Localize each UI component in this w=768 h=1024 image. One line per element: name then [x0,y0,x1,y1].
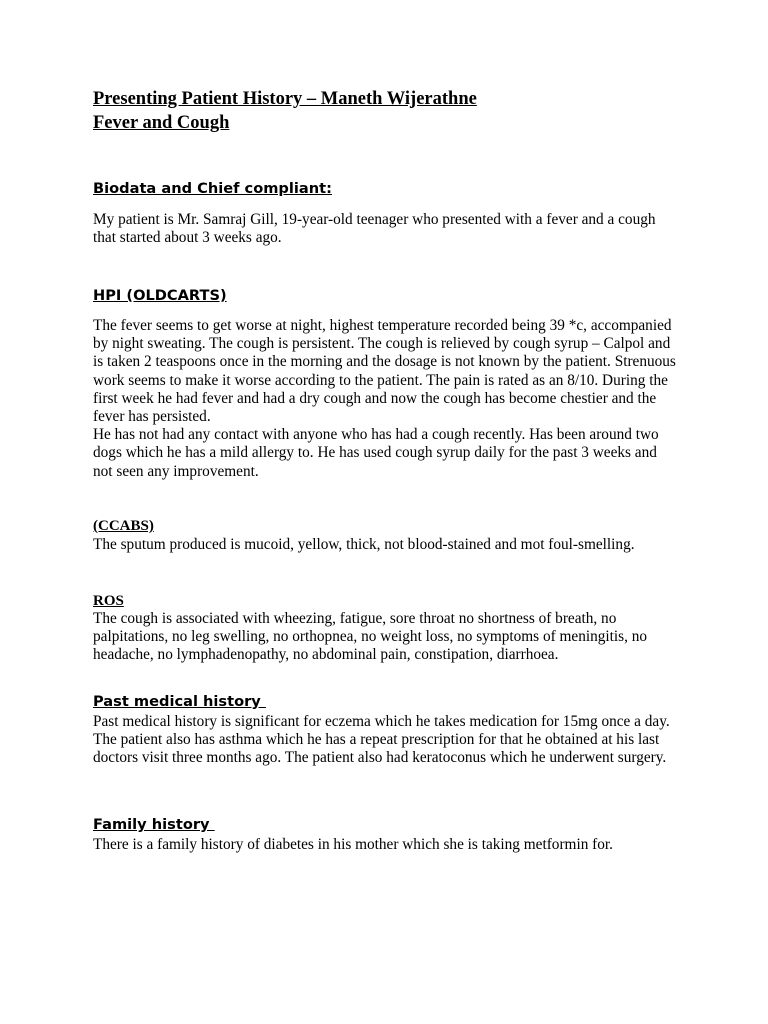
family-history-text: There is a family history of diabetes in his mother which she is taking metformin for. [93,836,613,853]
hpi-section [93,317,677,481]
ros-text: The cough is associated with wheezing, fatigue, sore throat no shortness of breath, no palpitations, no leg swelling, no orthopnea, no weight loss, no symptoms of meningitis, no headache, no lymphadenopathy, no abdominal pain, constipation, diarrhoea. [93,610,648,664]
ros-heading: ROS [93,593,124,609]
ccabs-heading: (CCABS) [93,518,154,534]
ros-paragraph [93,610,677,665]
hpi-heading: HPI (OLDCARTS) [93,287,227,304]
past-medical-history-text: Past medical history is significant for eczema which he takes medication for 15mg once a day. The patient also has asthma which he has a repeat prescription for that he obtained at his last doctors visit three months ago. The patient also had keratoconus which he underwent surgery. [93,713,670,767]
past-medical-history-heading: Past medical history [93,693,266,710]
biodata-text: My patient is Mr. Samraj Gill, 19-year-old teenager who presented with a fever and a cough that started about 3 weeks ago. [93,211,656,247]
biodata-paragraph [93,211,677,247]
family-history-paragraph [93,836,677,854]
biodata-heading: Biodata and Chief compliant: [93,180,332,197]
hpi-paragraph-2: He has not had any contact with anyone who has had a cough recently. Has been around two dogs which he has a mild allergy to. He has used cough syrup daily for the past 3 weeks and not seen any improvement. [93,426,659,480]
document-subtitle: Fever and Cough [93,113,230,133]
family-history-heading: Family history [93,816,215,833]
document-title: Presenting Patient History – Maneth Wijerathne [93,89,477,109]
ccabs-paragraph [93,536,677,554]
hpi-paragraph-1: The fever seems to get worse at night, highest temperature recorded being 39 *c, accompanied by night sweating. The cough is persistent. The cough is relieved by cough syrup – Calpol and is taken 2 teaspoons once in the morning and the dosage is not known by the patient. Strenuous work seems to make it worse according to the patient. The pain is rated as an 8/10. During the first week he had fever and had a dry cough and now the cough has become chestier and the fever has persisted. [93,317,676,426]
ccabs-text: The sputum produced is mucoid, yellow, thick, not blood-stained and mot foul-smelling. [93,536,635,553]
past-medical-history-paragraph [93,713,677,768]
